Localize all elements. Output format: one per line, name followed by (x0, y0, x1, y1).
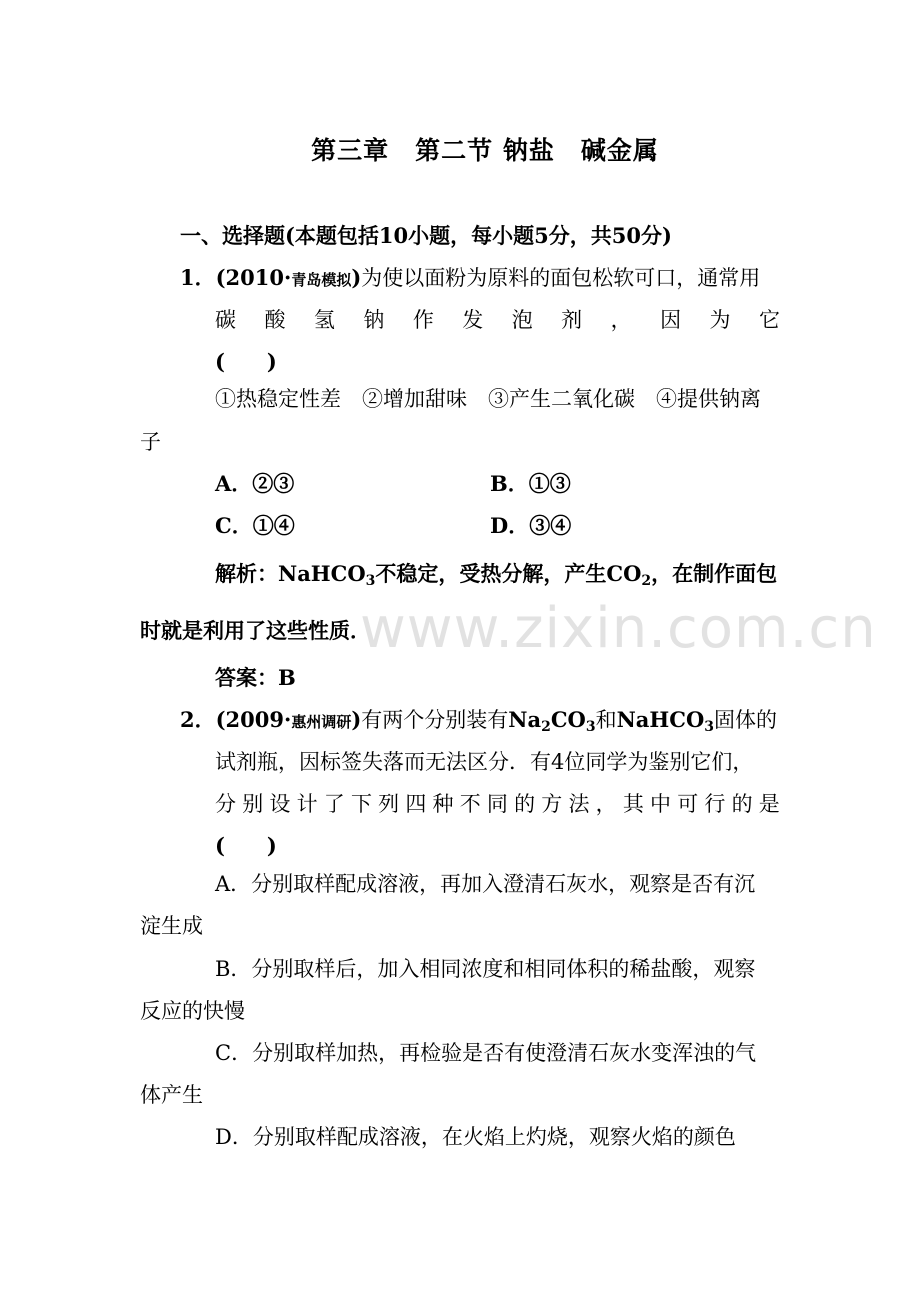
option-c-line-1: C．分别取样加热，再检验是否有使澄清石灰水变浑浊的气 (215, 1041, 757, 1065)
option-b-line-1: B．分别取样后，加入相同浓度和相同体积的稀盐酸，观察 (215, 957, 756, 981)
option-d: D．③④ (490, 513, 572, 538)
analysis-line-2: 时就是利用了这些性质． (140, 619, 371, 643)
question-source: 青岛模拟 (291, 271, 352, 289)
option-b-line-2: 反应的快慢 (140, 999, 245, 1023)
question-1-items: ①热稳定性差 ②增加甜味 ③产生二氧化碳 ④提供钠离 (215, 387, 761, 411)
question-1-items-cont: 子 (140, 430, 161, 454)
question-1-stem-line-1: 1．(2010·青岛模拟)为使以面粉为原料的面包松软可口，通常用 (180, 265, 761, 290)
question-2-stem-line-3: 分 别 设 计 了 下 列 四 种 不 同 的 方 法 ， 其 中 可 行 的 是 (215, 792, 780, 816)
question-2-stem-line-2: 试剂瓶，因标签失落而无法区分．有4位同学为鉴别它们， (215, 750, 754, 774)
question-number: 1． (180, 265, 216, 290)
option-a: A．②③ (215, 471, 295, 496)
option-a-line-1: A．分别取样配成溶液，再加入澄清石灰水，观察是否有沉 (215, 872, 756, 896)
option-c-line-2: 体产生 (140, 1083, 203, 1107)
section-header: 一、选择题(本题包括10小题，每小题5分，共50分) (180, 223, 672, 248)
answer-line: 答案：B (215, 665, 296, 690)
question-1-stem-line-2: 碳 酸 氢 钠 作 发 泡 剂 ， 因 为 它 (215, 308, 780, 332)
watermark: www.zixin.com.cn (360, 596, 877, 661)
question-source: 惠州调研 (291, 713, 352, 731)
option-b: B．①③ (490, 471, 571, 496)
option-d-line-1: D．分别取样配成溶液，在火焰上灼烧，观察火焰的颜色 (215, 1125, 736, 1149)
question-number: 2． (180, 707, 216, 732)
analysis-line-1: 解析：NaHCO$_3$不稳定，受热分解，产生$CO_2$，在制作面包 (215, 561, 778, 589)
option-c: C．①④ (215, 513, 295, 538)
answer-paren: ( ) (215, 349, 277, 374)
question-2-stem-line-1: 2．(2009·惠州调研)有两个分别装有$Na_2CO_3$和NaHCO$_3$固体的 (180, 707, 778, 735)
answer-paren: ( ) (215, 833, 277, 858)
page-title: 第三章 第二节 钠盐 碱金属 (311, 136, 659, 165)
option-a-line-2: 淀生成 (140, 914, 203, 938)
